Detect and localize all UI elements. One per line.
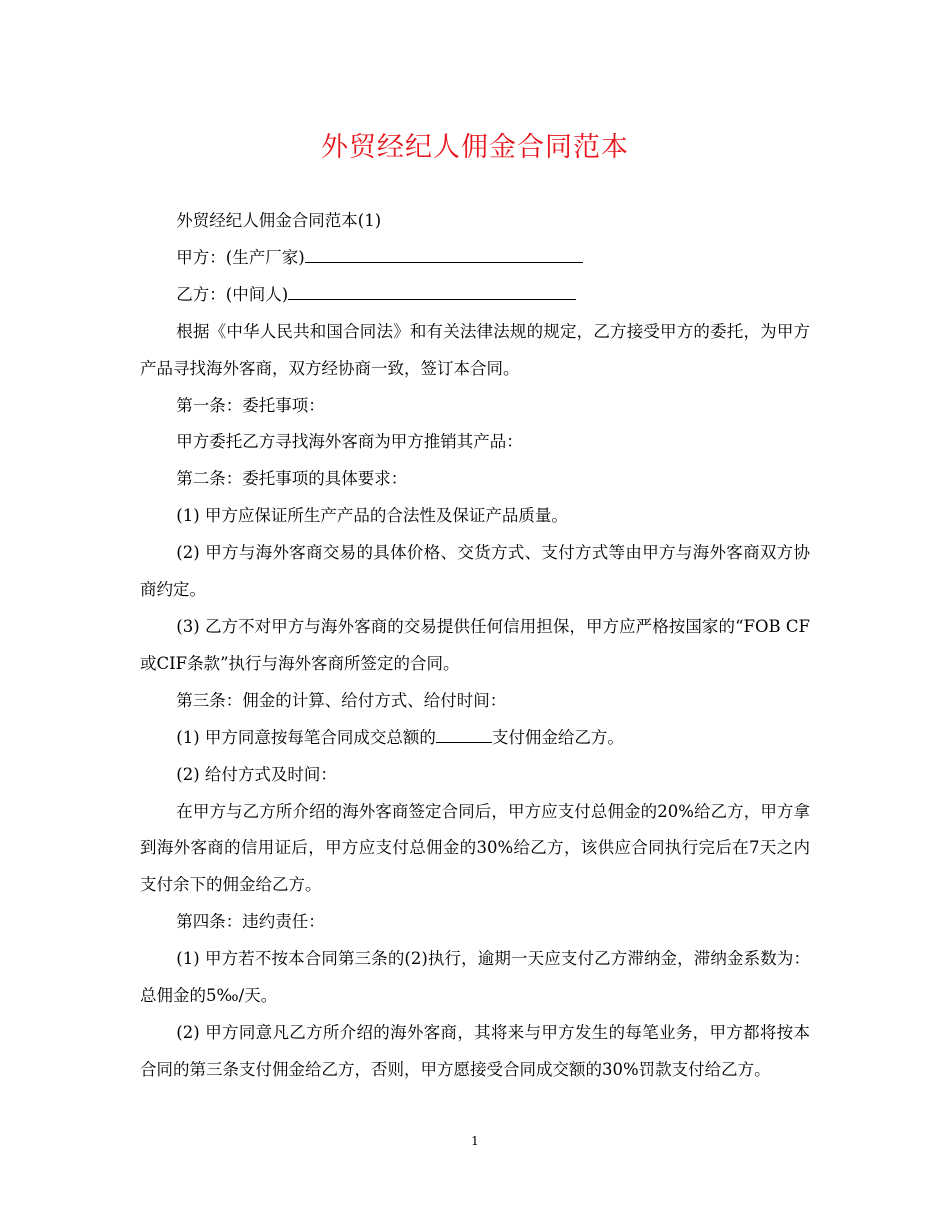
party-a-blank <box>305 245 583 263</box>
party-b-line <box>140 277 810 314</box>
commission-rate-blank <box>436 724 492 742</box>
article-4-item-2: (2) 甲方同意凡乙方所介绍的海外客商，其将来与甲方发生的每笔业务，甲方都将按本合同的第三条支付佣金给乙方，否则，甲方愿接受合同成交额的30%罚款支付给乙方。 <box>140 1022 810 1079</box>
party-b-blank <box>288 282 576 300</box>
article-1-text: 甲方委托乙方寻找海外客商为甲方推销其产品： <box>176 432 523 452</box>
party-a-line <box>140 240 810 277</box>
article-1-heading: 第一条：委托事项： <box>176 395 325 415</box>
article-4-heading: 第四条：违约责任： <box>176 912 325 932</box>
paragraph-preamble: 根据《中华人民共和国合同法》和有关法律法规的规定，乙方接受甲方的委托，为甲方产品寻找海外客商，双方经协商一致，签订本合同。 <box>140 321 810 378</box>
article-3-heading: 第三条：佣金的计算、给付方式、给付时间： <box>176 690 507 710</box>
article-3-item-1-after: 支付佣金给乙方。 <box>491 727 624 747</box>
article-3-item-1-before: (1) 甲方同意按每笔合同成交总额的 <box>176 727 436 747</box>
document-body <box>140 203 810 1089</box>
document-title: 外贸经纪人佣金合同范本 <box>321 132 629 163</box>
article-2-heading: 第二条：委托事项的具体要求： <box>176 469 408 489</box>
article-4-item-1: (1) 甲方若不按本合同第三条的(2)执行，逾期一天应支付乙方滞纳金，滞纳金系数为：总佣金的5‰/天。 <box>140 949 810 1006</box>
page-number: 1 <box>471 1134 479 1148</box>
article-2-item-3: (3) 乙方不对甲方与海外客商的交易提供任何信用担保，甲方应严格按国家的“FOB CF或CIF条款”执行与海外客商所签定的合同。 <box>140 616 810 673</box>
paragraph-heading: 外贸经纪人佣金合同范本(1) <box>176 211 382 230</box>
party-a-label: 甲方：(生产厂家) <box>176 247 305 267</box>
article-2-item-1: (1) 甲方应保证所生产产品的合法性及保证产品质量。 <box>176 506 568 526</box>
article-3-payment-text: 在甲方与乙方所介绍的海外客商签定合同后，甲方应支付总佣金的20%给乙方，甲方拿到海外客商的信用证后，甲方应支付总佣金的30%给乙方，该供应合同执行完后在7天之内支付余下的佣金给乙方。 <box>140 801 810 895</box>
article-2-item-2: (2) 甲方与海外客商交易的具体价格、交货方式、支付方式等由甲方与海外客商双方协商约定。 <box>140 543 810 600</box>
party-b-label: 乙方：(中间人) <box>176 284 289 304</box>
article-3-item-1 <box>140 720 810 757</box>
article-3-item-2: (2) 给付方式及时间： <box>176 764 337 784</box>
